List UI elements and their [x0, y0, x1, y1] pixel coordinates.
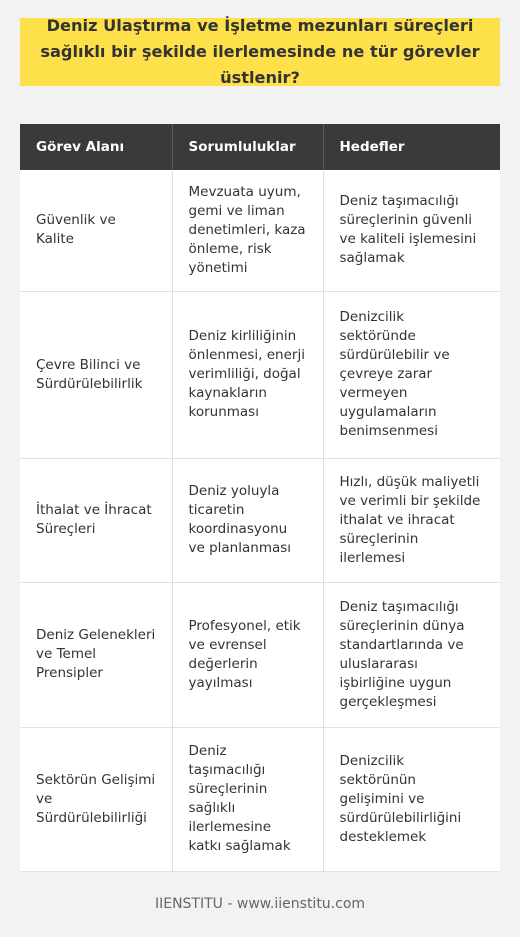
table-cell-responsibilities: Deniz taşımacılığı süreçlerinin sağlıklı ilerlemesine katkı sağlamak — [172, 727, 323, 871]
table-cell-goals: Hızlı, düşük maliyetli ve verimli bir şekilde ithalat ve ihracat süreçlerinin ilerlemesi — [323, 458, 500, 582]
duties-table — [20, 124, 500, 872]
table-cell-responsibilities: Mevzuata uyum, gemi ve liman denetimleri, kaza önleme, risk yönetimi — [172, 170, 323, 291]
table-row — [20, 727, 500, 871]
table-cell-goals: Deniz taşımacılığı süreçlerinin dünya standartlarında ve uluslararası işbirliğine uygun gerçekleşmesi — [323, 582, 500, 727]
table-header-row — [20, 124, 500, 170]
table-cell-goals: Denizcilik sektörünün gelişimini ve sürdürülebilirliğini desteklemek — [323, 727, 500, 871]
page-title: Deniz Ulaştırma ve İşletme mezunları süreçleri sağlıklı bir şekilde ilerlemesinde ne tür görevler üstlenir? — [20, 18, 500, 86]
table-cell-goals: Deniz taşımacılığı süreçlerinin güvenli ve kaliteli işlemesini sağlamak — [323, 170, 500, 291]
duties-table-container — [20, 124, 500, 872]
table-cell-task-area: Deniz Gelenekleri ve Temel Prensipler — [20, 582, 172, 727]
table-row — [20, 582, 500, 727]
column-header-responsibilities: Sorumluluklar — [172, 124, 323, 170]
column-header-task-area: Görev Alanı — [20, 124, 172, 170]
table-cell-task-area: İthalat ve İhracat Süreçleri — [20, 458, 172, 582]
footer-credit: IIENSTITU - www.iienstitu.com — [154, 896, 366, 912]
table-cell-responsibilities: Deniz yoluyla ticaretin koordinasyonu ve planlanması — [172, 458, 323, 582]
table-cell-responsibilities: Deniz kirliliğinin önlenmesi, enerji verimliliği, doğal kaynakların korunması — [172, 291, 323, 458]
table-row — [20, 170, 500, 291]
column-header-goals: Hedefler — [323, 124, 500, 170]
table-cell-task-area: Güvenlik ve Kalite — [20, 170, 172, 291]
table-cell-responsibilities: Profesyonel, etik ve evrensel değerlerin yayılması — [172, 582, 323, 727]
table-cell-task-area: Sektörün Gelişimi ve Sürdürülebilirliği — [20, 727, 172, 871]
table-row — [20, 458, 500, 582]
table-cell-goals: Denizcilik sektöründe sürdürülebilir ve çevreye zarar vermeyen uygulamaların benimsenmesi — [323, 291, 500, 458]
table-cell-task-area: Çevre Bilinci ve Sürdürülebilirlik — [20, 291, 172, 458]
table-row — [20, 291, 500, 458]
